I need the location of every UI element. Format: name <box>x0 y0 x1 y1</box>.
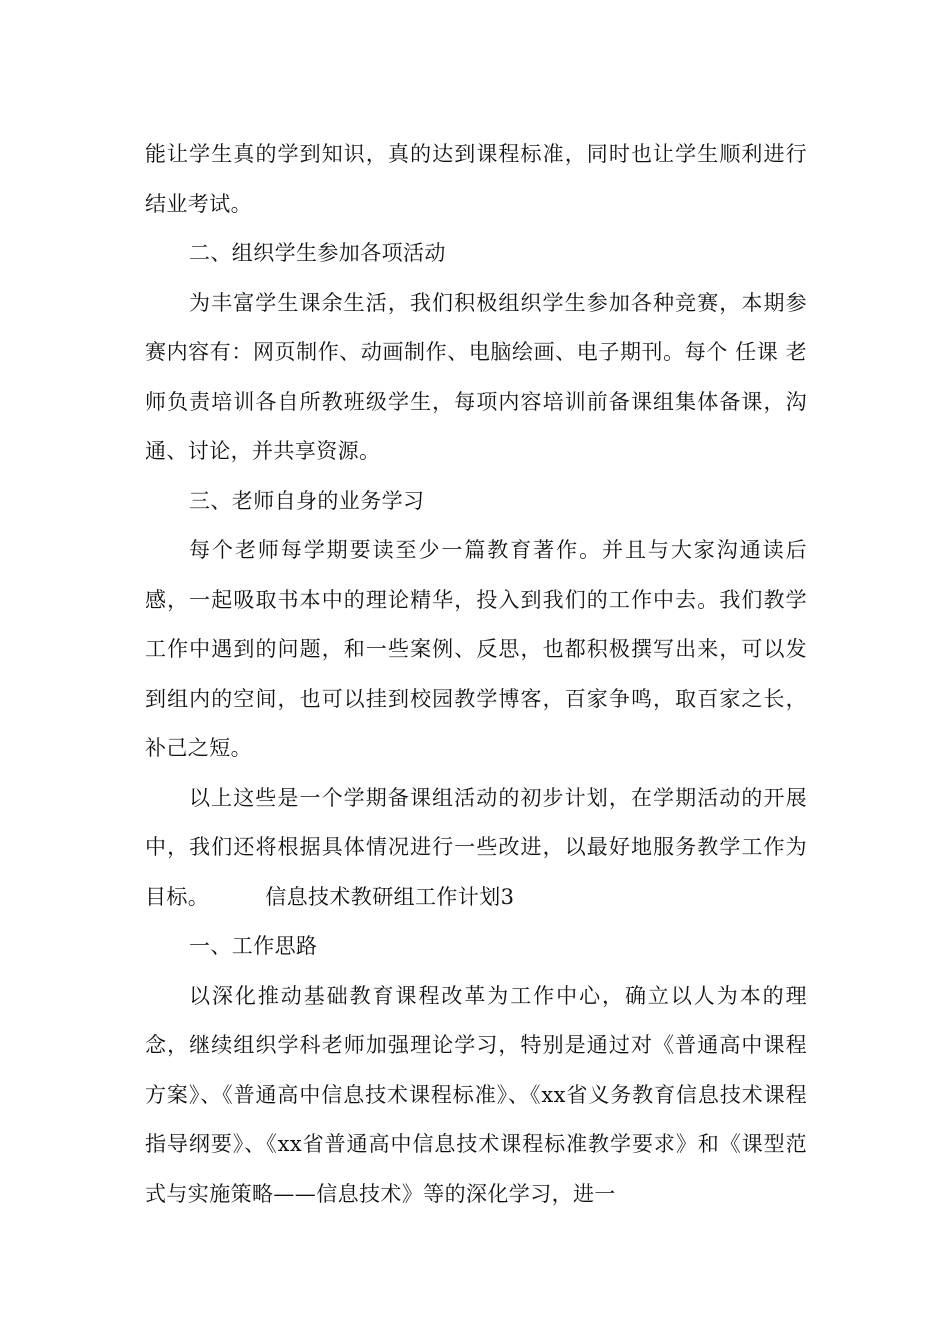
paragraph-activities: 为丰富学生课余生活，我们积极组织学生参加各种竞赛，本期参赛内容有：网页制作、动画制作、电脑绘画、电子期刊。每个 任课 老师负责培训各自所教班级学生，每项内容培训前备课组集体备课，沟通、讨论，并共享资源。 <box>145 290 807 463</box>
section-heading-teacher-study: 三、老师自身的业务学习 <box>189 488 425 513</box>
section-heading-work-ideas: 一、工作思路 <box>189 934 318 958</box>
paragraph-continuation: 能让学生真的学到知识，真的达到课程标准，同时也让学生顺利进行结业考试。 <box>145 142 807 216</box>
plan-title: 信息技术教研组工作计划3 <box>265 884 515 909</box>
paragraph-teacher-study: 每个老师每学期要读至少一篇教育著作。并且与大家沟通读后感，一起吸取书本中的理论精华，投入到我们的工作中去。我们教学工作中遇到的问题，和一些案例、反思，也都积极撰写出来，可以发到组内的空间，也可以挂到校园教学博客，百家争鸣，取百家之长，补己之短。 <box>145 538 807 760</box>
section-heading-activities: 二、组织学生参加各项活动 <box>189 241 446 265</box>
paragraph-work-ideas: 以深化推动基础教育课程改革为工作中心，确立以人为本的理念，继续组织学科老师加强理论学习，特别是通过对《普通高中课程方案》、《普通高中信息技术课程标准》、《xx省义务教育信息技术课程指导纲要》、《xx省普通高中信息技术课程标准教学要求》和《课型范式与实施策略——信息技术》等的深化学习，进一 <box>145 983 807 1206</box>
document-body <box>145 130 807 1219</box>
summary-text: 以上这些是一个学期备课组活动的初步计划，在学期活动的开展中，我们还将根据具体情况进行一些改进，以最好地服务教学工作为目标。 <box>145 785 807 909</box>
paragraph-summary <box>145 774 807 923</box>
